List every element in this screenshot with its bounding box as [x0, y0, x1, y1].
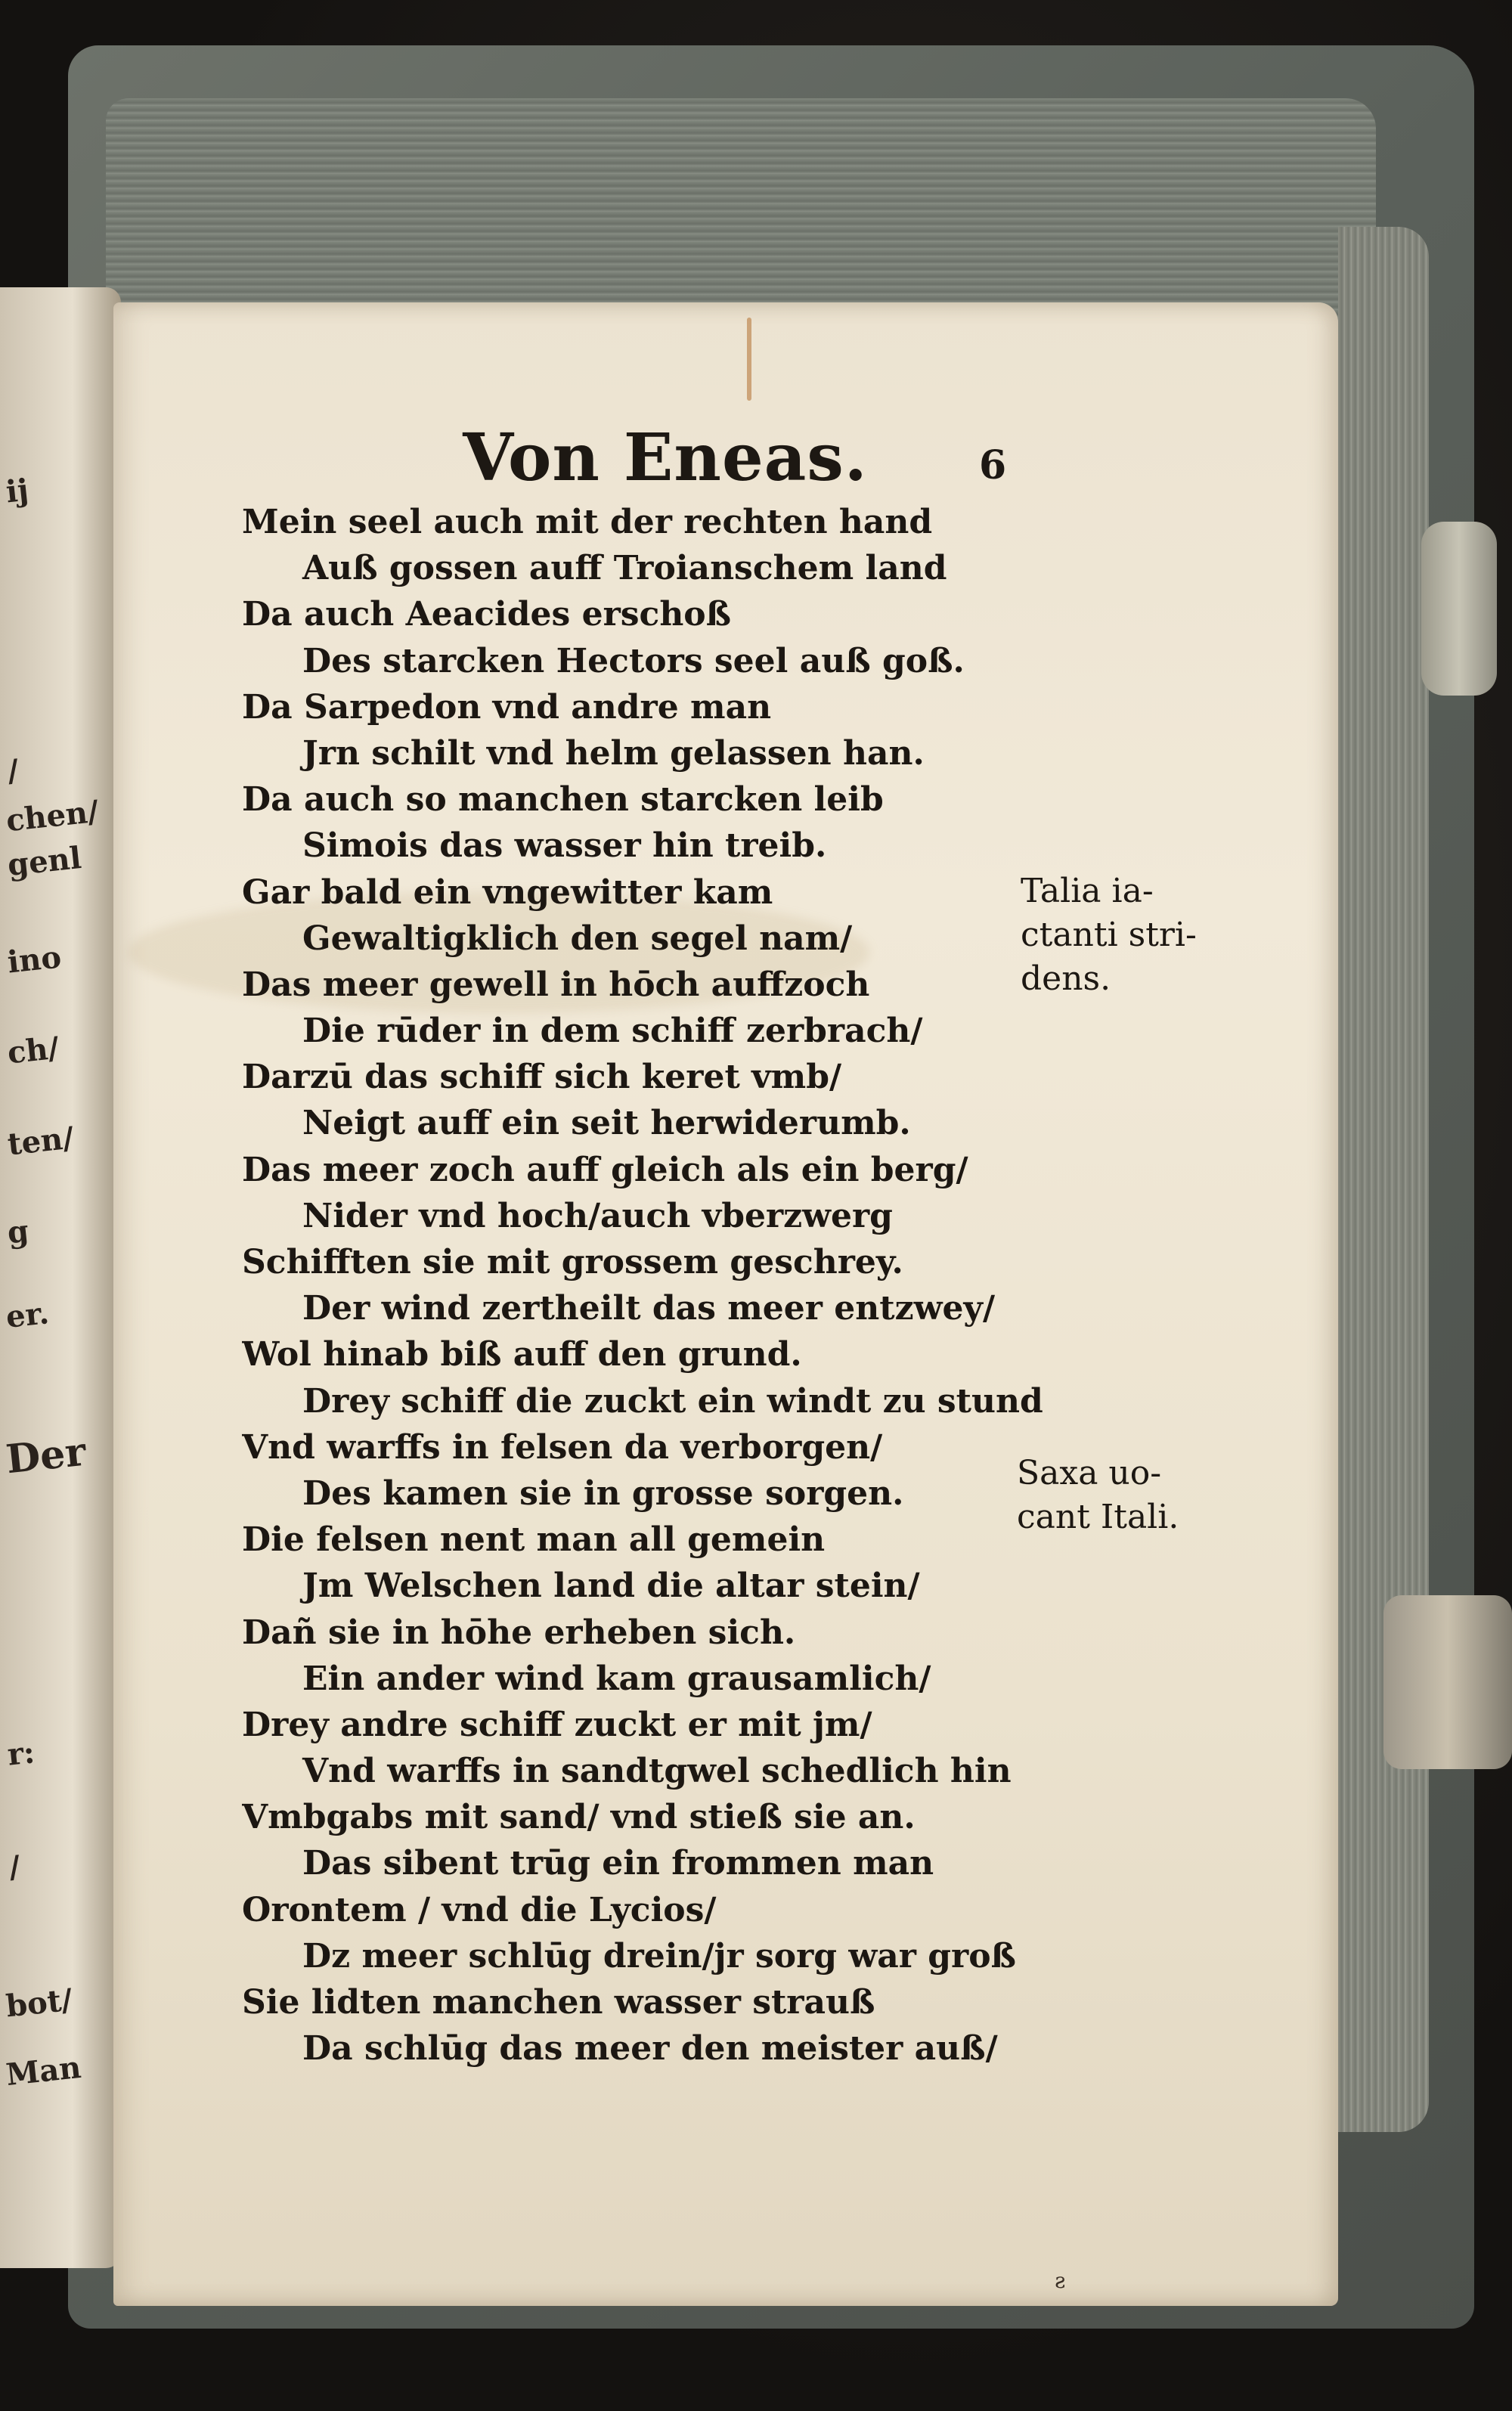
left-fragment: r: [5, 1734, 37, 1773]
left-fragment: / [5, 752, 20, 789]
verse-line: Neigt auff ein seit herwiderumb. [302, 1104, 911, 1143]
left-fragment: genl [5, 840, 83, 883]
verse-line: Ein ander wind kam grausamlich/ [302, 1659, 931, 1698]
left-fragment: ij [4, 472, 30, 510]
left-fragment: g [5, 1213, 31, 1251]
left-fragment: / [7, 1849, 22, 1886]
verse-line: Der wind zertheilt das meer entzwey/ [302, 1289, 996, 1328]
verse-line: Vmbgabs mit sand/ vnd stieß sie an. [242, 1798, 916, 1837]
verse-line: Gewaltigklich den segel nam/ [302, 919, 853, 958]
left-page [0, 287, 121, 2268]
verse-line: Des starcken Hectors seel auß goß. [302, 641, 965, 680]
folio-number: 6 [979, 442, 1007, 488]
verse-line: Darzū das schiff sich keret vmb/ [242, 1058, 842, 1097]
left-fragment: Man [4, 2049, 83, 2093]
verse-line: Da auch Aeacides erschoß [242, 595, 732, 634]
margin-note-line: dens. [1021, 959, 1111, 998]
page-edges-top [106, 98, 1376, 325]
margin-note-saxa [1017, 1452, 1179, 1539]
verse-line: Vnd warffs in sandtgwel schedlich hin [302, 1752, 1012, 1791]
left-fragment: chen/ [4, 793, 101, 839]
verse-line: Da schlūg das meer den meister auß/ [302, 2029, 998, 2069]
page-crease [747, 318, 751, 401]
verse-line: Gar bald ein vngewitter kam [242, 872, 773, 912]
left-fragment: Der [4, 1428, 88, 1483]
verse-line: Jrn schilt vnd helm gelassen han. [302, 733, 925, 773]
margin-note-talia [1021, 869, 1197, 1001]
lower-clasp [1383, 1595, 1512, 1769]
verse-line: Dz meer schlūg drein/jr sorg war groß [302, 1936, 1016, 1976]
verse-line: Da auch so manchen starcken leib [242, 780, 884, 820]
signature-mark: ƨ [1055, 2268, 1066, 2293]
verse-line: Jm Welschen land die altar stein/ [302, 1567, 920, 1606]
verse-line: Die rūder in dem schiff zerbrach/ [302, 1012, 923, 1051]
verse-line: Des kamen sie in grosse sorgen. [302, 1474, 904, 1513]
margin-note-line: ctanti stri- [1021, 916, 1197, 954]
left-fragment: ino [5, 939, 64, 981]
verse-line: Auß gossen auff Troianschem land [302, 549, 947, 588]
verse-line: Das sibent trūg ein frommen man [302, 1844, 934, 1883]
verse-line: Mein seel auch mit der rechten hand [242, 503, 933, 541]
verse-line: Schifften sie mit grossem geschrey. [242, 1243, 903, 1281]
verse-line: Simois das wasser hin treib. [302, 826, 827, 866]
page-edges-side [1338, 227, 1429, 2132]
left-fragment: bot/ [4, 1982, 74, 2025]
verse-line: Dañ sie in hōhe erheben sich. [242, 1613, 796, 1652]
verse-line: Wol hinab biß auff den grund. [242, 1335, 802, 1374]
margin-note-line: cant Itali. [1017, 1498, 1179, 1536]
running-head: Von Eneas. [463, 420, 868, 496]
verse-line: Drey andre schiff zuckt er mit jm/ [242, 1705, 872, 1744]
verse-line: Vnd warffs in felsen da verborgen/ [242, 1427, 883, 1467]
verse-line: Sie lidten manchen wasser strauß [242, 1983, 875, 2022]
verse-line: Da Sarpedon vnd andre man [242, 687, 772, 727]
verse-line: Orontem / vnd die Lycios/ [242, 1890, 717, 1929]
left-fragment: er. [4, 1295, 51, 1335]
left-fragment: ch/ [5, 1030, 61, 1071]
verse-line: Das meer zoch auff gleich als ein berg/ [242, 1150, 968, 1189]
margin-note-line: Talia ia- [1021, 872, 1154, 910]
verse-text [242, 499, 1043, 2072]
verse-line: Die felsen nent man all gemein [242, 1520, 826, 1560]
margin-note-line: Saxa uo- [1017, 1454, 1162, 1492]
verse-line: Das meer gewell in hōch auffzoch [242, 965, 870, 1004]
verse-line: Nider vnd hoch/auch vberzwerg [302, 1196, 893, 1235]
left-fragment: ten/ [5, 1120, 76, 1163]
verse-line: Drey schiff die zuckt ein windt zu stund [302, 1381, 1043, 1421]
upper-clasp [1421, 522, 1497, 696]
